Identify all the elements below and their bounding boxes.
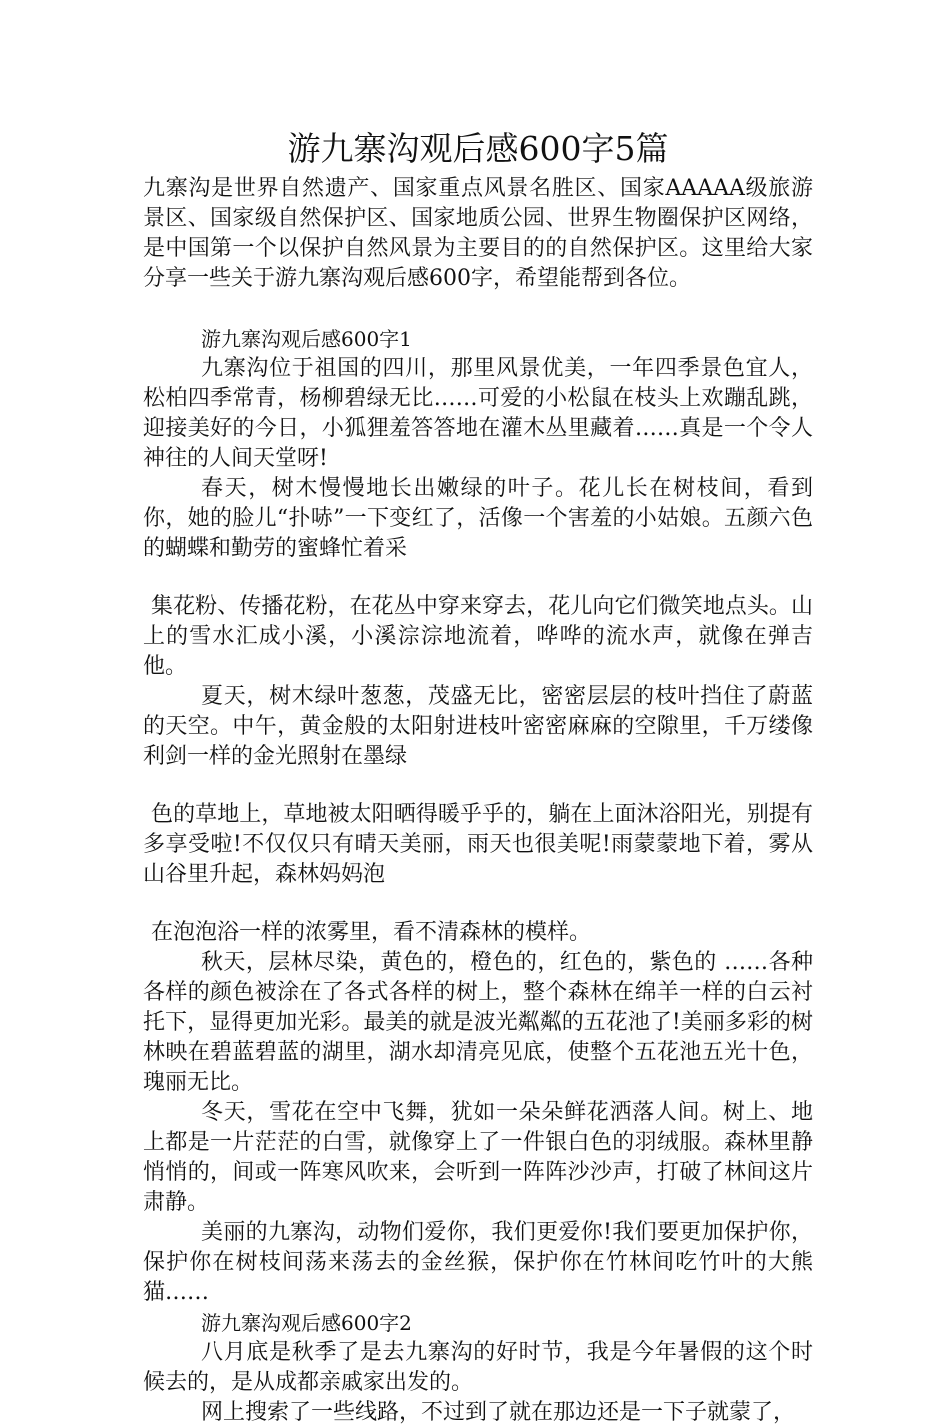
paragraph: 夏天，树木绿叶葱葱，茂盛无比，密密层层的枝叶挡住了蔚蓝的天空。中午，黄金般的太阳射进枝叶密密麻麻的空隙里，千万缕像利剑一样的金光照射在墨绿 (143, 684, 813, 769)
section-heading-1: 游九寨沟观后感600字1 (201, 327, 412, 351)
paragraph-continued: 色的草地上，草地被太阳晒得暖乎乎的，躺在上面沐浴阳光，别提有多享受啦!不仅仅只有晴天美丽，雨天也很美呢!雨蒙蒙地下着，雾从山谷里升起，森林妈妈泡 (143, 802, 813, 887)
paragraph: 冬天，雪花在空中飞舞，犹如一朵朵鲜花洒落人间。树上、地上都是一片茫茫的白雪，就像穿上了一件银白色的羽绒服。森林里静悄悄的，间或一阵寒风吹来，会听到一阵阵沙沙声，打破了林间这片肃静。 (143, 1100, 813, 1215)
document-title: 游九寨沟观后感600字5篇 (287, 129, 669, 168)
paragraph: 九寨沟位于祖国的四川，那里风景优美，一年四季景色宜人，松柏四季常青，杨柳碧绿无比……可爱的小松鼠在枝头上欢蹦乱跳，迎接美好的今日，小狐狸羞答答地在灌木丛里藏着……真是一个令人神往的人间天堂呀! (143, 356, 813, 471)
intro-paragraph: 九寨沟是世界自然遗产、国家重点风景名胜区、国家AAAAA级旅游景区、国家级自然保护区、国家地质公园、世界生物圈保护区网络，是中国第一个以保护自然风景为主要目的的自然保护区。这里给大家分享一些关于游九寨沟观后感600字，希望能帮到各位。 (143, 176, 813, 291)
paragraph: 八月底是秋季了是去九寨沟的好时节，我是今年暑假的这个时候去的，是从成都亲戚家出发的。 (143, 1340, 813, 1395)
paragraph: 网上搜索了一些线路，不过到了就在那边还是一下子就蒙了， (201, 1400, 796, 1425)
paragraph: 秋天，层林尽染，黄色的，橙色的，红色的，紫色的 ……各种各样的颜色被涂在了各式各样的树上，整个森林在绵羊一样的白云衬托下，显得更加光彩。最美的就是波光粼粼的五花池了!美丽多彩的树林映在碧蓝碧蓝的湖里，湖水却清亮见底，使整个五花池五光十色，瑰丽无比。 (143, 950, 813, 1095)
section-heading-2: 游九寨沟观后感600字2 (201, 1311, 412, 1335)
paragraph: 春天，树木慢慢地长出嫩绿的叶子。花儿长在树枝间，看到你，她的脸儿“扑哧”一下变红了，活像一个害羞的小姑娘。五颜六色的蝴蝶和勤劳的蜜蜂忙着采 (143, 476, 813, 561)
paragraph-continued: 在泡泡浴一样的浓雾里，看不清森林的模样。 (151, 920, 592, 945)
document-body (143, 128, 813, 1428)
paragraph: 美丽的九寨沟，动物们爱你，我们更爱你!我们要更加保护你，保护你在树枝间荡来荡去的金丝猴，保护你在竹林间吃竹叶的大熊猫…… (143, 1220, 813, 1305)
paragraph-continued: 集花粉、传播花粉，在花丛中穿来穿去，花儿向它们微笑地点头。山上的雪水汇成小溪，小溪淙淙地流着，哗哗的流水声，就像在弹吉他。 (143, 594, 813, 679)
